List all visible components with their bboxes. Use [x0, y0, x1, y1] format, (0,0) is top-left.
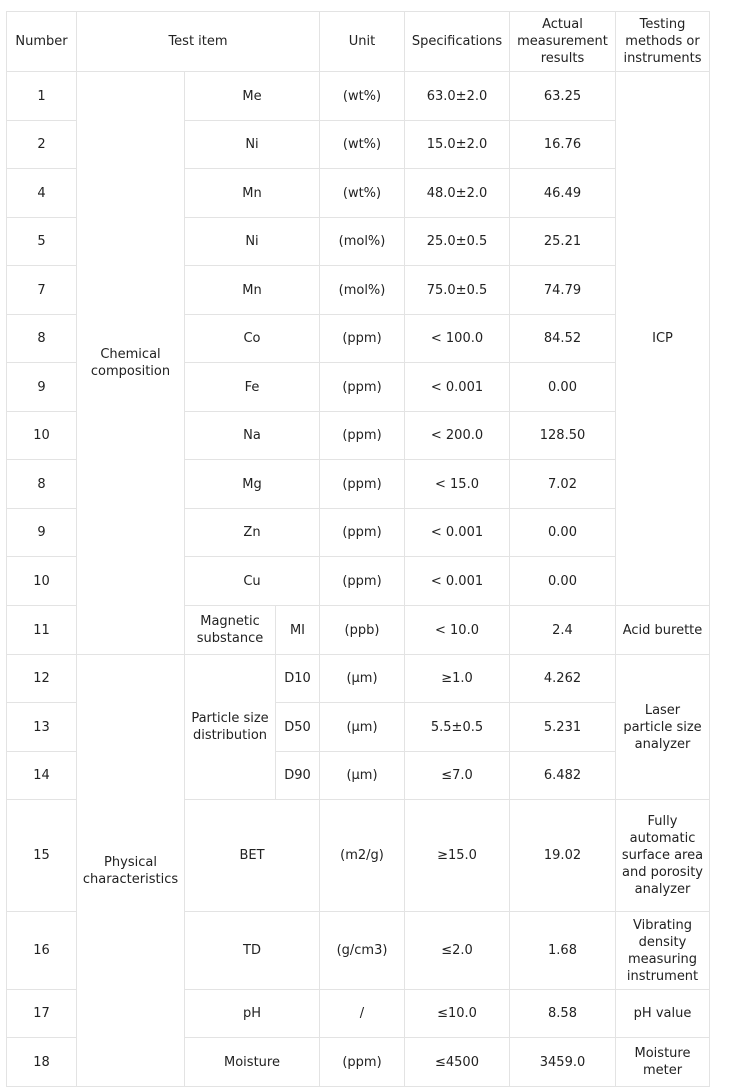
cell-item: Fe — [185, 363, 320, 412]
cell-number: 18 — [7, 1038, 77, 1087]
cell-unit: (ppm) — [320, 315, 405, 363]
cell-item: TD — [185, 912, 320, 990]
cell-actual: 25.21 — [510, 218, 616, 266]
cell-unit: (ppm) — [320, 509, 405, 557]
cell-number: 9 — [7, 509, 77, 557]
cell-item: Na — [185, 412, 320, 460]
cell-spec: < 10.0 — [405, 606, 510, 655]
cell-actual: 1.68 — [510, 912, 616, 990]
header-testing-method: Testing methods or instruments — [616, 12, 710, 72]
cell-unit: (ppm) — [320, 557, 405, 606]
cell-actual: 6.482 — [510, 752, 616, 800]
cell-number: 8 — [7, 460, 77, 509]
cell-item: D50 — [276, 703, 320, 752]
header-number: Number — [7, 12, 77, 72]
cell-number: 8 — [7, 315, 77, 363]
cell-actual: 8.58 — [510, 990, 616, 1038]
cell-actual: 0.00 — [510, 509, 616, 557]
cell-actual: 2.4 — [510, 606, 616, 655]
cell-spec: 48.0±2.0 — [405, 169, 510, 218]
cell-unit: (ppb) — [320, 606, 405, 655]
cell-number: 16 — [7, 912, 77, 990]
cell-actual: 46.49 — [510, 169, 616, 218]
cell-item: pH — [185, 990, 320, 1038]
method-moisture-meter: Moisture meter — [616, 1038, 710, 1087]
cell-spec: 75.0±0.5 — [405, 266, 510, 315]
method-acid-burette: Acid burette — [616, 606, 710, 655]
cell-unit: (ppm) — [320, 363, 405, 412]
cell-number: 4 — [7, 169, 77, 218]
cell-spec: ≤7.0 — [405, 752, 510, 800]
cell-spec: 15.0±2.0 — [405, 121, 510, 169]
cell-item: D10 — [276, 655, 320, 703]
cell-number: 17 — [7, 990, 77, 1038]
cell-unit: / — [320, 990, 405, 1038]
cell-number: 14 — [7, 752, 77, 800]
cell-actual: 4.262 — [510, 655, 616, 703]
group-magnetic-substance: Magnetic substance — [185, 606, 276, 655]
method-laser-particle-analyzer: Laser particle size analyzer — [616, 655, 710, 800]
cell-unit: (ppm) — [320, 412, 405, 460]
cell-spec: ≥15.0 — [405, 800, 510, 912]
table-row — [7, 72, 710, 121]
cell-unit: (ppm) — [320, 460, 405, 509]
header-specifications: Specifications — [405, 12, 510, 72]
header-test-item: Test item — [77, 12, 320, 72]
method-bet-analyzer: Fully automatic surface area and porosity analyzer — [616, 800, 710, 912]
cell-number: 13 — [7, 703, 77, 752]
cell-unit: (wt%) — [320, 72, 405, 121]
method-icp: ICP — [616, 72, 710, 606]
cell-actual: 16.76 — [510, 121, 616, 169]
cell-actual: 5.231 — [510, 703, 616, 752]
cell-number: 10 — [7, 412, 77, 460]
cell-number: 10 — [7, 557, 77, 606]
cell-actual: 0.00 — [510, 363, 616, 412]
cell-unit: (g/cm3) — [320, 912, 405, 990]
cell-unit: (ppm) — [320, 1038, 405, 1087]
group-physical-characteristics: Physical characteristics — [77, 655, 185, 1087]
cell-item: BET — [185, 800, 320, 912]
specification-table — [6, 11, 710, 1087]
cell-spec: < 200.0 — [405, 412, 510, 460]
cell-spec: < 100.0 — [405, 315, 510, 363]
cell-spec: < 0.001 — [405, 509, 510, 557]
cell-spec: ≤2.0 — [405, 912, 510, 990]
table-row — [7, 655, 710, 703]
cell-unit: (μm) — [320, 703, 405, 752]
cell-item: Co — [185, 315, 320, 363]
cell-actual: 84.52 — [510, 315, 616, 363]
cell-item: Ni — [185, 121, 320, 169]
cell-item: Mn — [185, 266, 320, 315]
cell-unit: (m2/g) — [320, 800, 405, 912]
cell-item: Me — [185, 72, 320, 121]
cell-number: 12 — [7, 655, 77, 703]
cell-item: MI — [276, 606, 320, 655]
cell-spec: ≤10.0 — [405, 990, 510, 1038]
cell-spec: ≤4500 — [405, 1038, 510, 1087]
cell-number: 9 — [7, 363, 77, 412]
cell-item: Ni — [185, 218, 320, 266]
cell-spec: 63.0±2.0 — [405, 72, 510, 121]
cell-unit: (μm) — [320, 752, 405, 800]
cell-actual: 74.79 — [510, 266, 616, 315]
cell-item: D90 — [276, 752, 320, 800]
cell-actual: 128.50 — [510, 412, 616, 460]
cell-actual: 3459.0 — [510, 1038, 616, 1087]
cell-unit: (wt%) — [320, 121, 405, 169]
cell-unit: (wt%) — [320, 169, 405, 218]
cell-spec: < 15.0 — [405, 460, 510, 509]
header-unit: Unit — [320, 12, 405, 72]
cell-actual: 0.00 — [510, 557, 616, 606]
cell-number: 11 — [7, 606, 77, 655]
cell-spec: < 0.001 — [405, 363, 510, 412]
cell-unit: (μm) — [320, 655, 405, 703]
cell-spec: ≥1.0 — [405, 655, 510, 703]
cell-spec: < 0.001 — [405, 557, 510, 606]
cell-actual: 7.02 — [510, 460, 616, 509]
cell-number: 2 — [7, 121, 77, 169]
cell-item: Moisture — [185, 1038, 320, 1087]
header-actual-results: Actual measurement results — [510, 12, 616, 72]
cell-number: 7 — [7, 266, 77, 315]
method-vibrating-density: Vibrating density measuring instrument — [616, 912, 710, 990]
method-ph-value: pH value — [616, 990, 710, 1038]
header-row — [7, 12, 710, 72]
cell-unit: (mol%) — [320, 218, 405, 266]
cell-number: 15 — [7, 800, 77, 912]
cell-actual: 19.02 — [510, 800, 616, 912]
cell-number: 1 — [7, 72, 77, 121]
cell-item: Mn — [185, 169, 320, 218]
cell-item: Mg — [185, 460, 320, 509]
group-particle-size-distribution: Particle size distribution — [185, 655, 276, 800]
cell-spec: 25.0±0.5 — [405, 218, 510, 266]
cell-item: Cu — [185, 557, 320, 606]
cell-spec: 5.5±0.5 — [405, 703, 510, 752]
cell-item: Zn — [185, 509, 320, 557]
cell-number: 5 — [7, 218, 77, 266]
cell-actual: 63.25 — [510, 72, 616, 121]
cell-unit: (mol%) — [320, 266, 405, 315]
group-chemical-composition: Chemical composition — [77, 72, 185, 655]
